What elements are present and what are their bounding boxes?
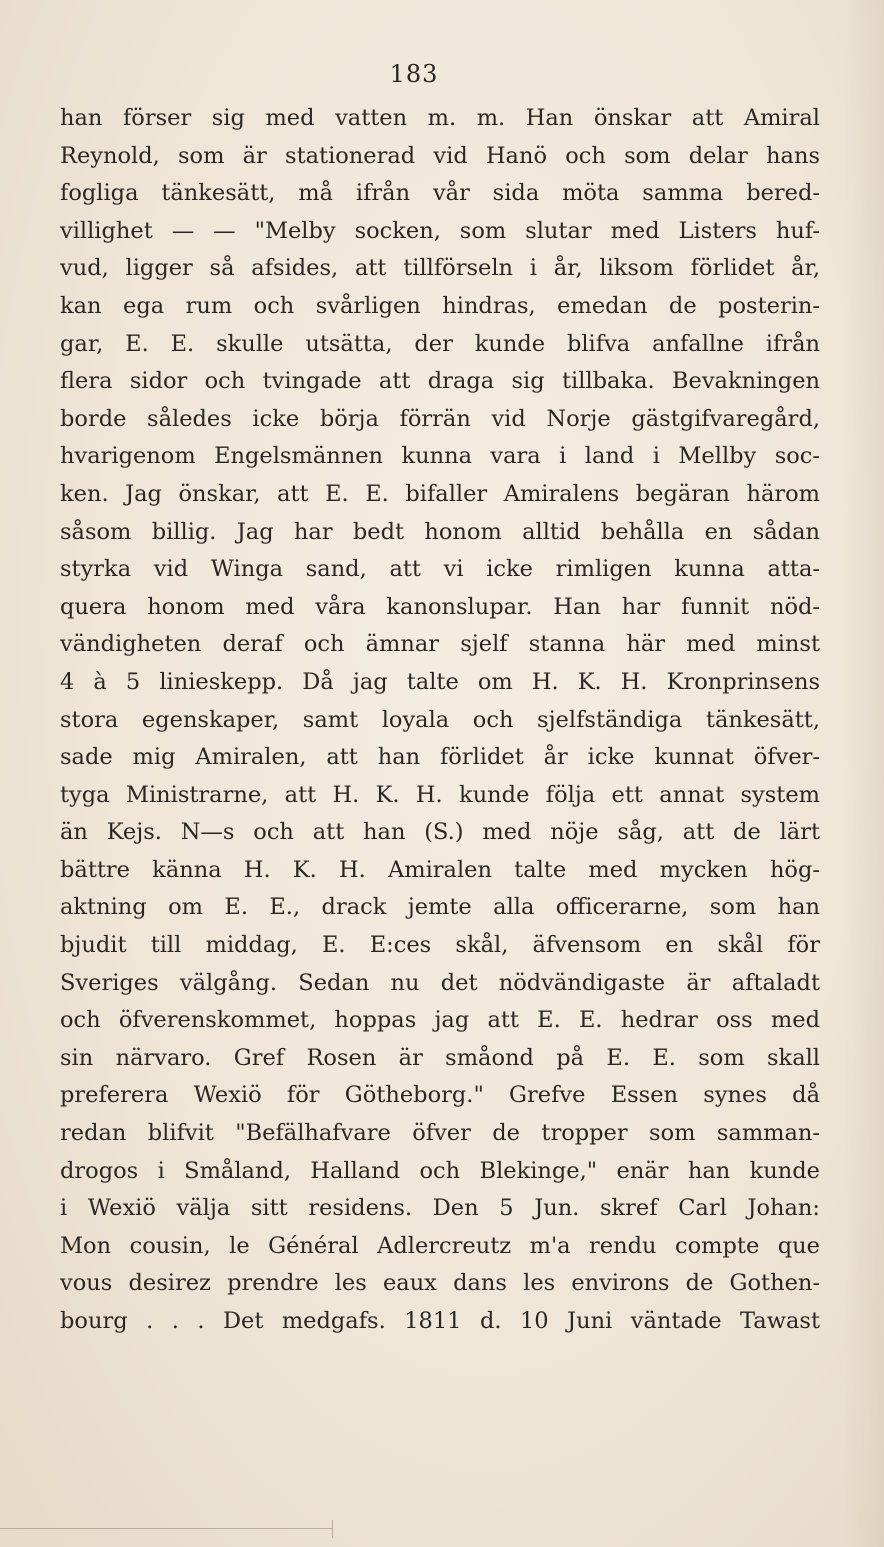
text-line: aktning om E. E., drack jemte alla officerarne, som han bbox=[60, 894, 820, 921]
text-line: borde således icke börja förrän vid Norje gästgifvaregård, bbox=[60, 405, 820, 432]
text-line: preferera Wexiö för Götheborg." Grefve Essen synes då bbox=[60, 1082, 820, 1109]
text-line: än Kejs. N—s och att han (S.) med nöje såg, att de lärt bbox=[60, 819, 820, 846]
text-line: vud, ligger så afsides, att tillförseln i år, liksom förlidet år, bbox=[60, 255, 820, 282]
bottom-rule-tick bbox=[332, 1520, 333, 1538]
text-line: Mon cousin, le Général Adlercreutz m'a rendu compte que bbox=[60, 1232, 820, 1259]
text-line: Reynold, som är stationerad vid Hanö och som delar hans bbox=[60, 142, 820, 169]
text-line: quera honom med våra kanonslupar. Han har funnit nöd- bbox=[60, 593, 820, 620]
text-line: såsom billig. Jag har bedt honom alltid behålla en sådan bbox=[60, 518, 820, 545]
text-line: Sveriges välgång. Sedan nu det nödvändigaste är aftaladt bbox=[60, 969, 820, 996]
text-line: flera sidor och tvingade att draga sig tillbaka. Bevakningen bbox=[60, 368, 820, 395]
text-line: tyga Ministrarne, att H. K. H. kunde följa ett annat system bbox=[60, 781, 820, 808]
page-number: 183 bbox=[389, 60, 439, 88]
text-line: vändigheten deraf och ämnar sjelf stanna här med minst bbox=[60, 631, 820, 658]
text-line: vous desirez prendre les eaux dans les environs de Gothen- bbox=[60, 1270, 820, 1297]
text-line: 4 à 5 linieskepp. Då jag talte om H. K. H. Kronprinsens bbox=[60, 668, 820, 695]
body-text bbox=[60, 100, 820, 1341]
text-line: sade mig Amiralen, att han förlidet år icke kunnat öfver- bbox=[60, 744, 820, 771]
page-edge-shadow bbox=[844, 0, 884, 1547]
text-line: styrka vid Winga sand, att vi icke rimligen kunna atta- bbox=[60, 556, 820, 583]
text-line: villighet — — "Melby socken, som slutar med Listers huf- bbox=[60, 217, 820, 244]
text-line: bourg . . . Det medgafs. 1811 d. 10 Juni väntade Tawast bbox=[60, 1308, 820, 1334]
text-line: bjudit till middag, E. E:ces skål, äfvensom en skål för bbox=[60, 932, 820, 959]
text-line: stora egenskaper, samt loyala och sjelfständiga tänkesätt, bbox=[60, 706, 820, 733]
text-line: kan ega rum och svårligen hindras, emedan de posterin- bbox=[60, 292, 820, 319]
text-line: i Wexiö välja sitt residens. Den 5 Jun. skref Carl Johan: bbox=[60, 1195, 820, 1222]
text-line: fogliga tänkesätt, må ifrån vår sida möta samma bered- bbox=[60, 180, 820, 207]
text-line: bättre känna H. K. H. Amiralen talte med mycken hög- bbox=[60, 856, 820, 883]
text-line: hvarigenom Engelsmännen kunna vara i land i Mellby soc- bbox=[60, 443, 820, 470]
text-line: ken. Jag önskar, att E. E. bifaller Amiralens begäran härom bbox=[60, 480, 820, 507]
bottom-rule bbox=[0, 1528, 332, 1529]
text-line: redan blifvit "Befälhafvare öfver de tropper som samman- bbox=[60, 1120, 820, 1147]
text-line: gar, E. E. skulle utsätta, der kunde blifva anfallne ifrån bbox=[60, 330, 820, 357]
text-line: sin närvaro. Gref Rosen är småond på E. E. som skall bbox=[60, 1044, 820, 1071]
text-line: och öfverenskommet, hoppas jag att E. E. hedrar oss med bbox=[60, 1007, 820, 1034]
text-line: han förser sig med vatten m. m. Han önskar att Amiral bbox=[60, 105, 820, 131]
text-line: drogos i Småland, Halland och Blekinge," enär han kunde bbox=[60, 1157, 820, 1184]
